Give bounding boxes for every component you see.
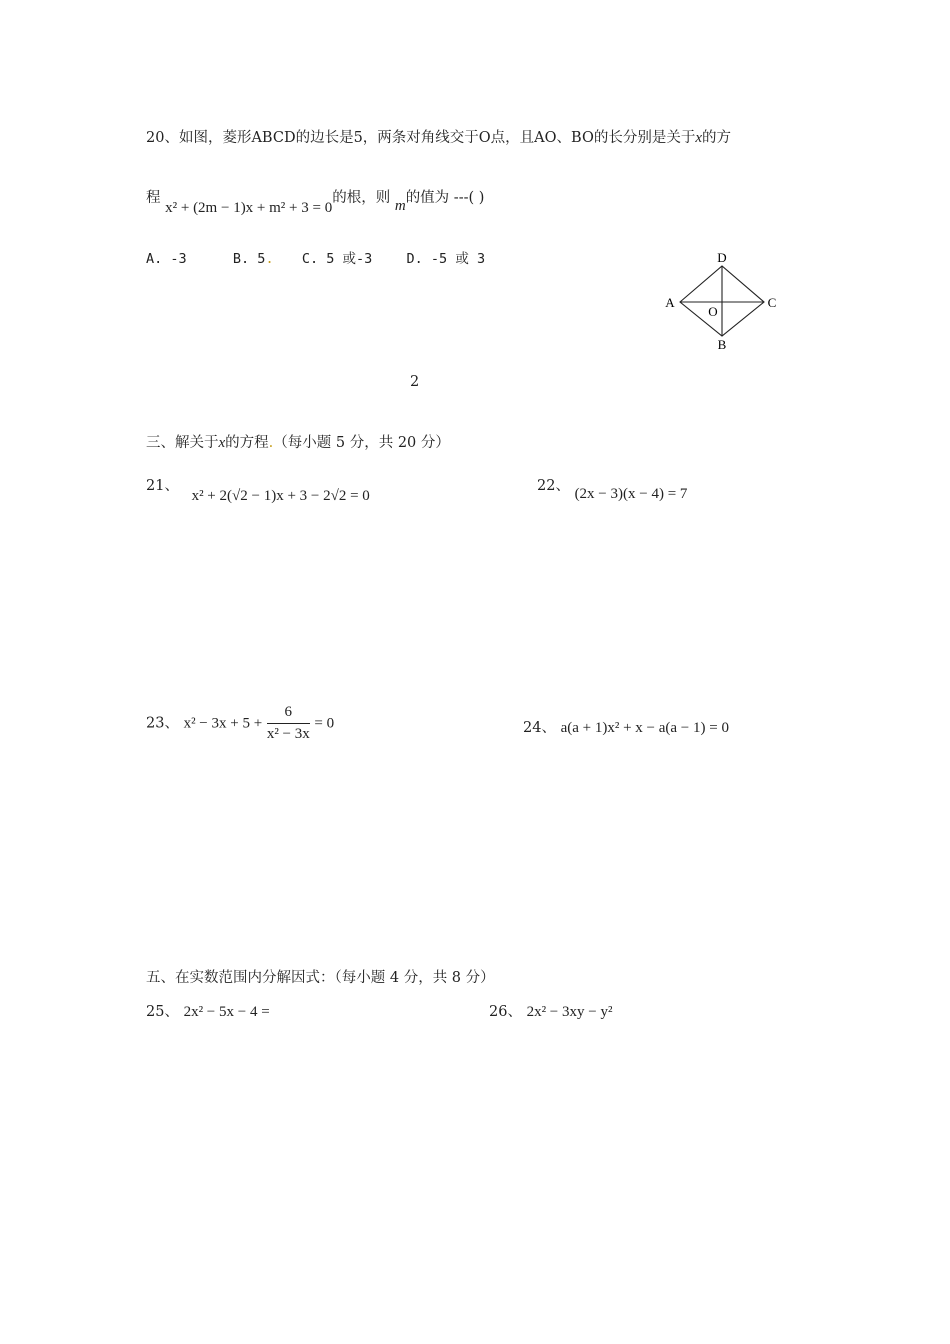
q24-equation: a(a + 1)x² + x − a(a − 1) = 0 xyxy=(560,720,729,736)
q26 xyxy=(489,1000,612,1021)
q20-text-mid: 的根，则 xyxy=(332,190,391,206)
label-c: C xyxy=(767,295,777,310)
section3-heading xyxy=(146,431,450,452)
q25 xyxy=(146,1000,270,1021)
q21-number: 21、 xyxy=(146,478,179,494)
q25-expression: 2x² − 5x − 4 = xyxy=(183,1004,270,1020)
q22-number: 22、 xyxy=(537,478,570,494)
q20-option-c: C. 5 或-3 xyxy=(301,251,373,267)
q25-number: 25、 xyxy=(146,1004,179,1020)
q22 xyxy=(537,474,688,502)
section3-title: 三、解关于 xyxy=(146,435,219,451)
q24 xyxy=(523,716,729,737)
decorative-dot: . xyxy=(265,251,274,267)
section3-var-x: x xyxy=(218,435,226,451)
q26-number: 26、 xyxy=(489,1004,522,1020)
decorative-dot: . xyxy=(268,435,274,451)
q20-text-end: 的方 xyxy=(702,130,732,146)
q20-var-m: m xyxy=(394,198,406,214)
q23-denominator: x² − 3x xyxy=(266,726,310,742)
q20-option-b: B. 5 xyxy=(232,251,266,267)
q23-lhs: x² − 3x + 5 + xyxy=(183,715,263,732)
q21 xyxy=(146,474,370,504)
q20-line1 xyxy=(146,126,731,147)
q20-option-a: A. -3 xyxy=(146,251,187,267)
q22-equation: (2x − 3)(x − 4) = 7 xyxy=(574,486,688,502)
section3-note: （每小题 5 分，共 20 分） xyxy=(273,435,450,451)
label-a: A xyxy=(665,295,675,310)
q20-line2 xyxy=(146,186,485,216)
q26-expression: 2x² − 3xy − y² xyxy=(526,1004,613,1020)
section5-heading: 五、在实数范围内分解因式：（每小题 4 分，共 8 分） xyxy=(146,970,495,986)
rhombus-figure xyxy=(660,248,790,354)
section3-title-end: 的方程 xyxy=(225,435,269,451)
label-d: D xyxy=(717,250,727,265)
q20-equation: x² + (2m − 1)x + m² + 3 = 0 xyxy=(165,200,333,216)
label-b: B xyxy=(717,337,727,352)
q20-options xyxy=(146,247,485,267)
page-number: 2 xyxy=(410,374,420,390)
q24-number: 24、 xyxy=(523,720,556,736)
q23-number: 23、 xyxy=(146,715,179,732)
q21-equation: x² + 2(√2 − 1)x + 3 − 2√2 = 0 xyxy=(191,488,370,504)
q20-text-prefix: 程 xyxy=(146,190,161,206)
q23-numerator: 6 xyxy=(267,704,310,724)
q23-fraction xyxy=(267,704,310,743)
q20-text: 20、如图，菱形ABCD的边长是5，两条对角线交于O点，且AO、BO的长分别是关于 xyxy=(146,130,696,146)
q20-text-end2: 的值为 ---( ) xyxy=(405,190,485,206)
label-o: O xyxy=(708,304,718,319)
q23-rhs: = 0 xyxy=(314,715,335,732)
q23 xyxy=(146,704,334,743)
q20-option-d: D. -5 或 3 xyxy=(406,251,486,267)
q20-var-x: x xyxy=(695,130,703,146)
